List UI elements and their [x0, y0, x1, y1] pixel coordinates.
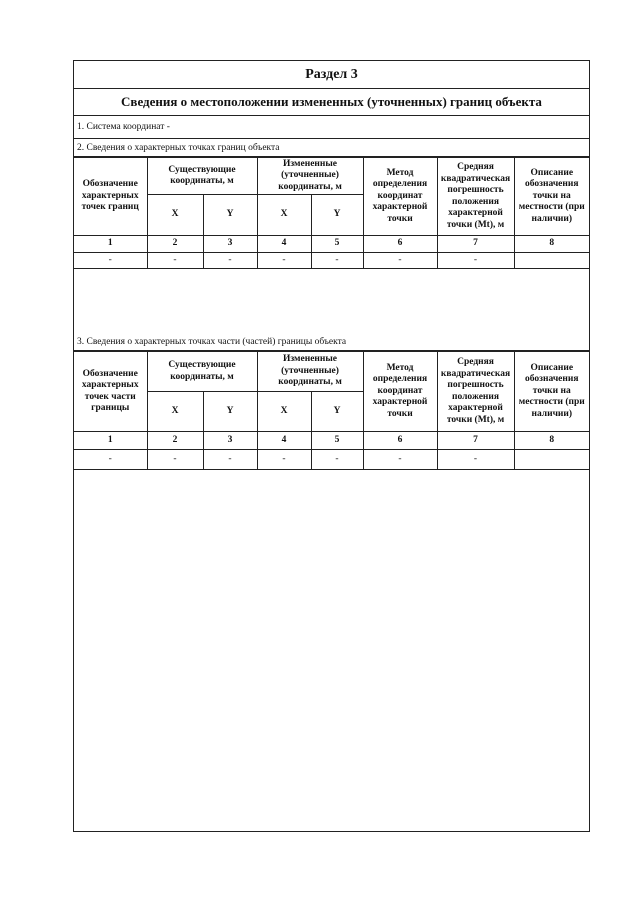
table-cell: -	[363, 253, 437, 269]
section3-heading: 3. Сведения о характерных точках части (частей) границы объекта	[74, 334, 589, 351]
boundary-points-table	[74, 157, 589, 269]
header-description: Описание обозначения точки на местности (при наличии)	[514, 352, 589, 432]
table-cell: -	[257, 253, 311, 269]
header-x: X	[147, 195, 203, 236]
header-y: Y	[203, 195, 257, 236]
column-number: 7	[437, 432, 514, 450]
document-title: Сведения о местоположении измененных (уточненных) границ объекта	[74, 89, 589, 116]
header-existing-coordinates: Существующие координаты, м	[147, 352, 257, 392]
column-number: 4	[257, 236, 311, 253]
header-changed-coordinates: Измененные (уточненные) координаты, м	[257, 352, 363, 392]
header-changed-coordinates: Измененные (уточненные) координаты, м	[257, 158, 363, 195]
section-label: Раздел 3	[74, 61, 589, 89]
header-method: Метод определения координат характерной точки	[363, 158, 437, 236]
column-number: 1	[74, 432, 147, 450]
header-rms-error: Средняя квадратическая погрешность положения характерной точки (Mt), м	[437, 158, 514, 236]
blank-area	[74, 469, 589, 831]
coordinate-system-line: 1. Система координат -	[74, 116, 589, 139]
table-cell: -	[311, 253, 363, 269]
header-x: X	[257, 195, 311, 236]
column-number: 2	[147, 432, 203, 450]
column-number: 3	[203, 432, 257, 450]
table-cell: -	[363, 450, 437, 470]
column-number: 5	[311, 236, 363, 253]
header-existing-coordinates: Существующие координаты, м	[147, 158, 257, 195]
part-boundary-points-table	[74, 351, 589, 470]
header-x: X	[257, 392, 311, 432]
table-cell	[514, 450, 589, 470]
header-y: Y	[203, 392, 257, 432]
table-cell	[514, 253, 589, 269]
header-rms-error: Средняя квадратическая погрешность положения характерной точки (Mt), м	[437, 352, 514, 432]
table-cell: -	[74, 253, 147, 269]
header-point-designation: Обозначение характерных точек границ	[74, 158, 147, 236]
table-cell: -	[311, 450, 363, 470]
column-number: 6	[363, 432, 437, 450]
header-y: Y	[311, 195, 363, 236]
table-cell: -	[147, 450, 203, 470]
table-cell: -	[203, 450, 257, 470]
column-number: 2	[147, 236, 203, 253]
column-number: 6	[363, 236, 437, 253]
header-description: Описание обозначения точки на местности (при наличии)	[514, 158, 589, 236]
header-method: Метод определения координат характерной точки	[363, 352, 437, 432]
header-point-designation: Обозначение характерных точек части границы	[74, 352, 147, 432]
column-number: 1	[74, 236, 147, 253]
table-cell: -	[437, 450, 514, 470]
table-cell: -	[147, 253, 203, 269]
column-number: 4	[257, 432, 311, 450]
table-cell: -	[203, 253, 257, 269]
header-y: Y	[311, 392, 363, 432]
table-cell: -	[74, 450, 147, 470]
column-number: 3	[203, 236, 257, 253]
column-number: 8	[514, 432, 589, 450]
table-cell: -	[257, 450, 311, 470]
section2-heading: 2. Сведения о характерных точках границ объекта	[74, 139, 589, 157]
column-number: 7	[437, 236, 514, 253]
document-frame	[73, 60, 590, 832]
column-number: 5	[311, 432, 363, 450]
column-number: 8	[514, 236, 589, 253]
table-cell: -	[437, 253, 514, 269]
header-x: X	[147, 392, 203, 432]
